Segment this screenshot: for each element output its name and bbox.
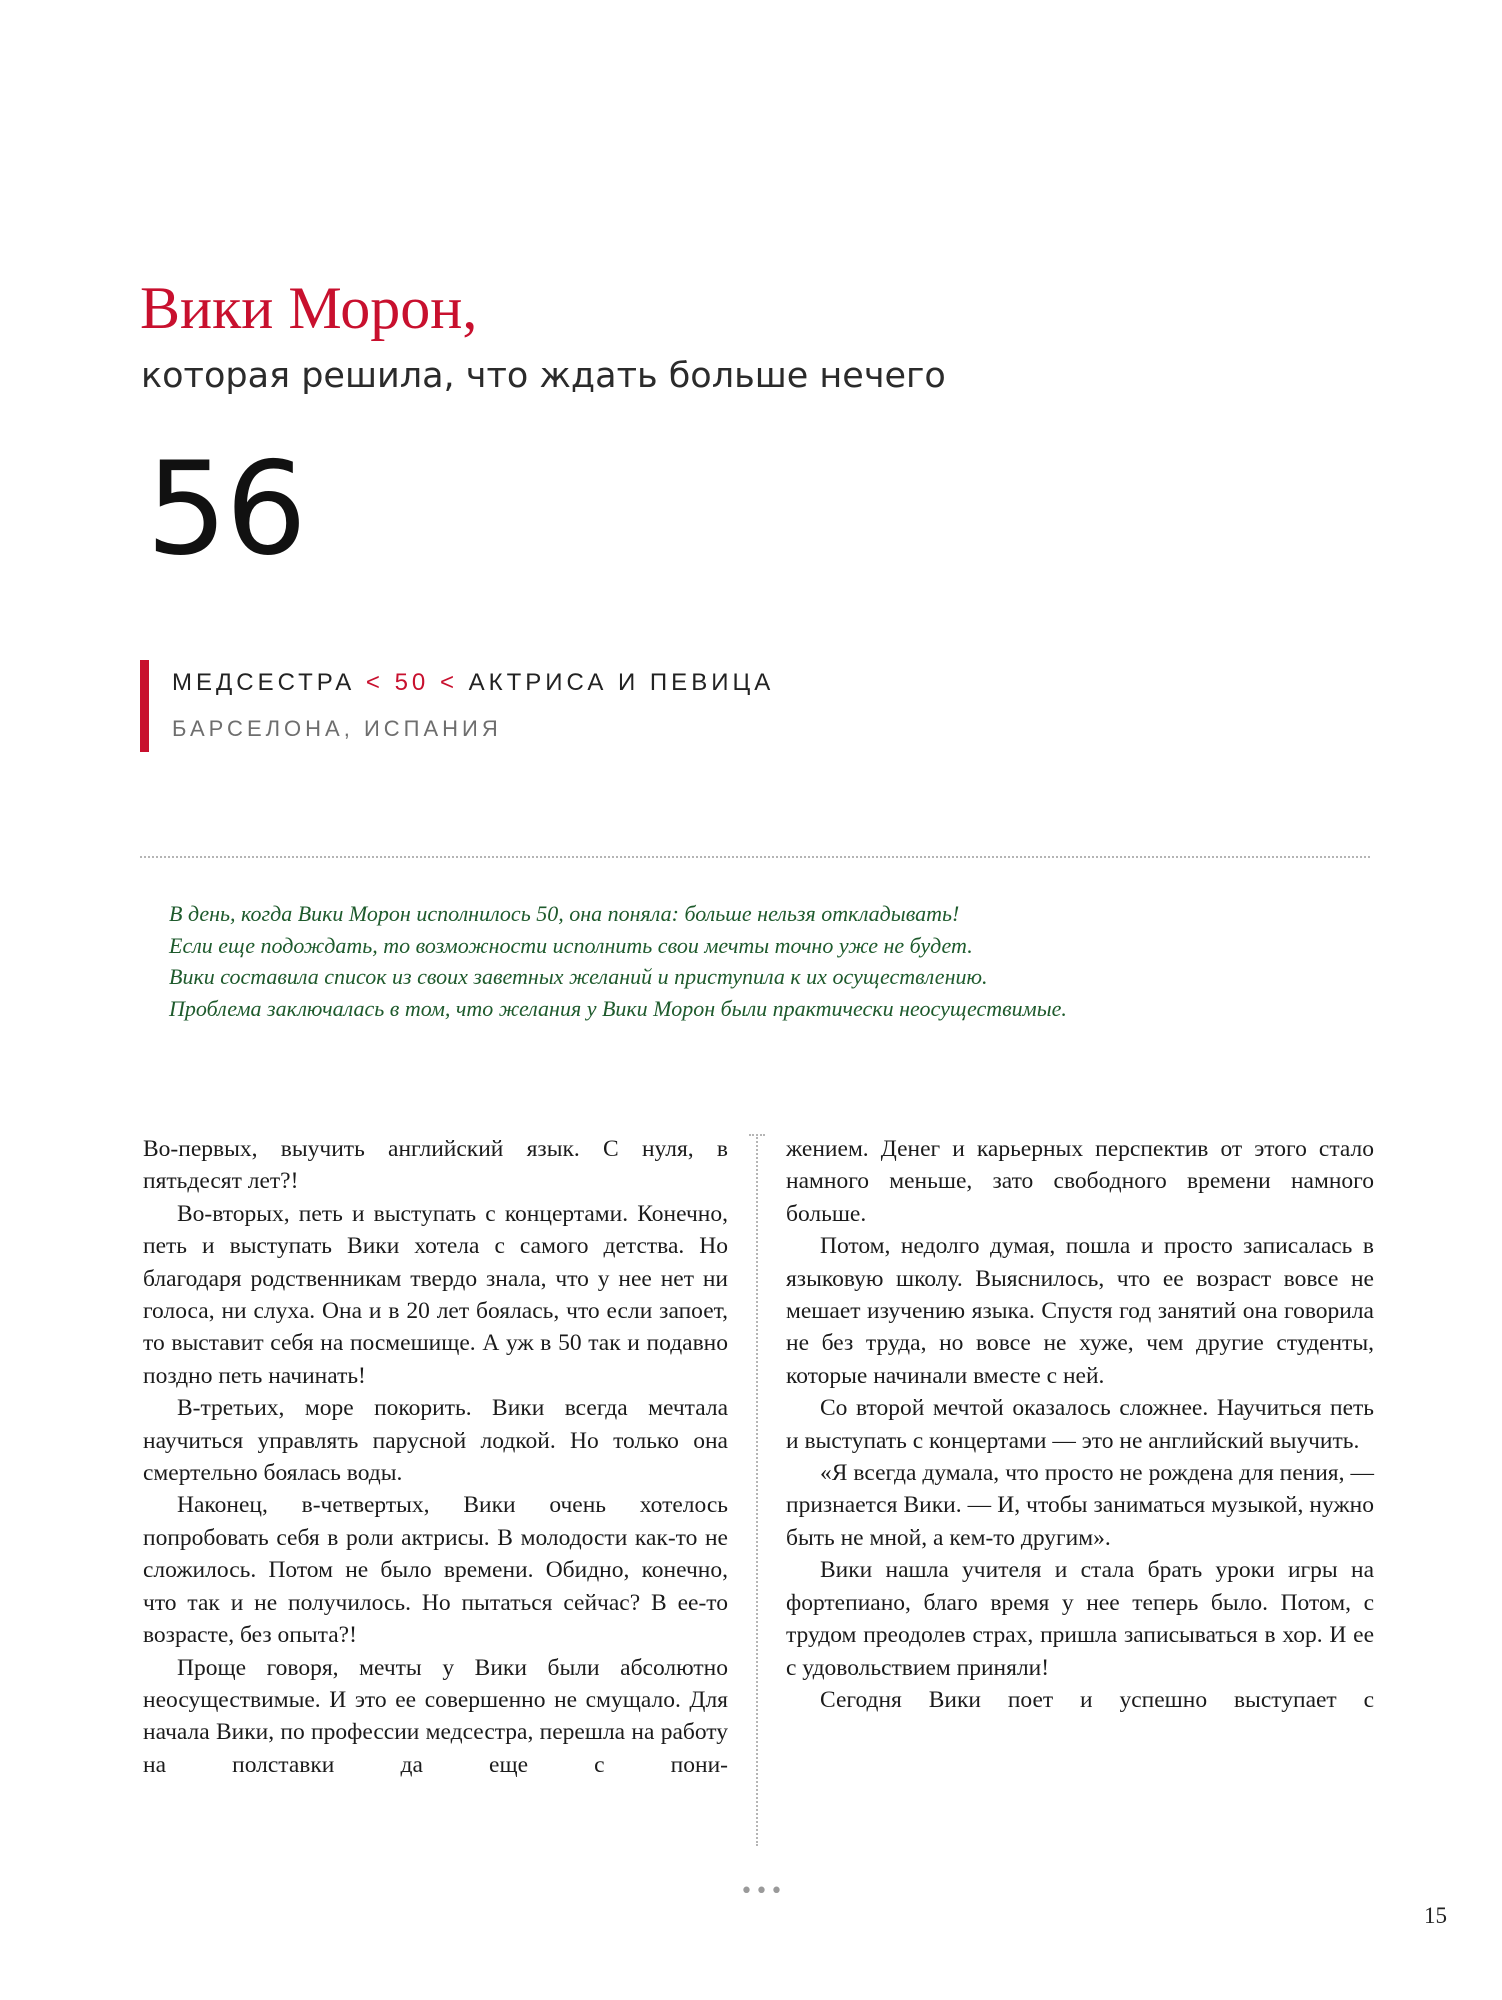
intro-line: Вики составила список из своих заветных желаний и приступила к их осуществлению. — [169, 964, 988, 989]
separator-right: < — [439, 669, 458, 696]
paragraph: Вики нашла учителя и стала брать уроки игры на фортепиано, благо время у нее теперь было. Потом, с трудом преодолев страх, пришла записываться в хор. И ее с удовольствием приняли! — [786, 1557, 1374, 1681]
paragraph: Во-вторых, петь и выступать с концертами. Конечно, петь и выступать Вики хотела с самого детства. Но благодаря родственникам твердо знала, что у нее нет ни голоса, ни слуха. Она и в 20 лет боялась, что если запоет, то выставит себя на посмешище. А уж в 50 так и подавно поздно петь начинать! — [143, 1200, 728, 1389]
new-profession: АКТРИСА И ПЕВИЦА — [468, 669, 775, 696]
intro-line: Если еще подождать, то возможности исполнить свои мечты точно уже не будет. — [169, 932, 973, 958]
paragraph: Наконец, в-четвертых, Вики очень хотелось попробовать себя в роли актрисы. В молодости как-то не сложилось. Потом не было времени. Обидно, конечно, что так и не получилось. Но пытаться сейчас? В ее-то возрасте, без опыта?! — [143, 1492, 728, 1649]
section-divider — [140, 856, 1370, 858]
accent-bar — [140, 660, 149, 752]
intro-lead — [169, 898, 1349, 1024]
paragraph: жением. Денег и карьерных перспектив от этого стало намного меньше, зато свободного времени намного больше. — [786, 1136, 1374, 1227]
chapter-title: Вики Морон, — [140, 275, 478, 341]
continuation-dots: ••• — [740, 1879, 785, 1904]
intro-line: Проблема заключалась в том, что желания у Вики Морон были практически неосуществимые. — [169, 995, 1067, 1021]
paragraph: Проще говоря, мечты у Вики были абсолютно неосуществимые. И это ее совершенно не смущало. Для начала Вики, по профессии медсестра, перешла на работу на полставки да еще с пони- — [143, 1654, 728, 1778]
right-column — [786, 1133, 1374, 1716]
age-number: 56 — [146, 435, 305, 584]
separator-left: < — [365, 669, 384, 696]
paragraph: Со второй мечтой оказалось сложнее. Научиться петь и выступать с концертами — это не английский выучить. — [786, 1395, 1374, 1454]
page-number: 15 — [1424, 1903, 1447, 1928]
paragraph: Во-первых, выучить английский язык. С нуля, в пятьдесят лет?! — [143, 1136, 728, 1195]
location: БАРСЕЛОНА, ИСПАНИЯ — [172, 716, 502, 741]
paragraph: Сегодня Вики поет и успешно выступает с — [820, 1686, 1374, 1713]
chapter-subtitle: которая решила, что ждать больше нечего — [141, 356, 946, 396]
former-profession: МЕДСЕСТРА — [172, 669, 356, 696]
paragraph: «Я всегда думала, что просто не рождена для пения, — признается Вики. — И, чтобы заниматься музыкой, нужно быть не мной, а кем-то другим». — [786, 1460, 1374, 1551]
column-rule — [756, 1134, 758, 1846]
intro-line: В день, когда Вики Морон исполнилось 50, она поняла: больше нельзя откладывать! — [169, 901, 960, 926]
age-of-change: 50 — [394, 669, 430, 696]
paragraph: Потом, недолго думая, пошла и просто записалась в языковую школу. Выяснилось, что ее возраст вовсе не мешает изучению языка. Спустя год занятий она говорила не без труда, но вовсе не хуже, чем другие студенты, которые начинали вместе с ней. — [786, 1233, 1374, 1389]
paragraph: В-третьих, море покорить. Вики всегда мечтала научиться управлять парусной лодкой. Но только она смертельно боялась воды. — [143, 1395, 728, 1487]
career-change-line — [172, 668, 774, 698]
left-column — [143, 1133, 728, 1781]
